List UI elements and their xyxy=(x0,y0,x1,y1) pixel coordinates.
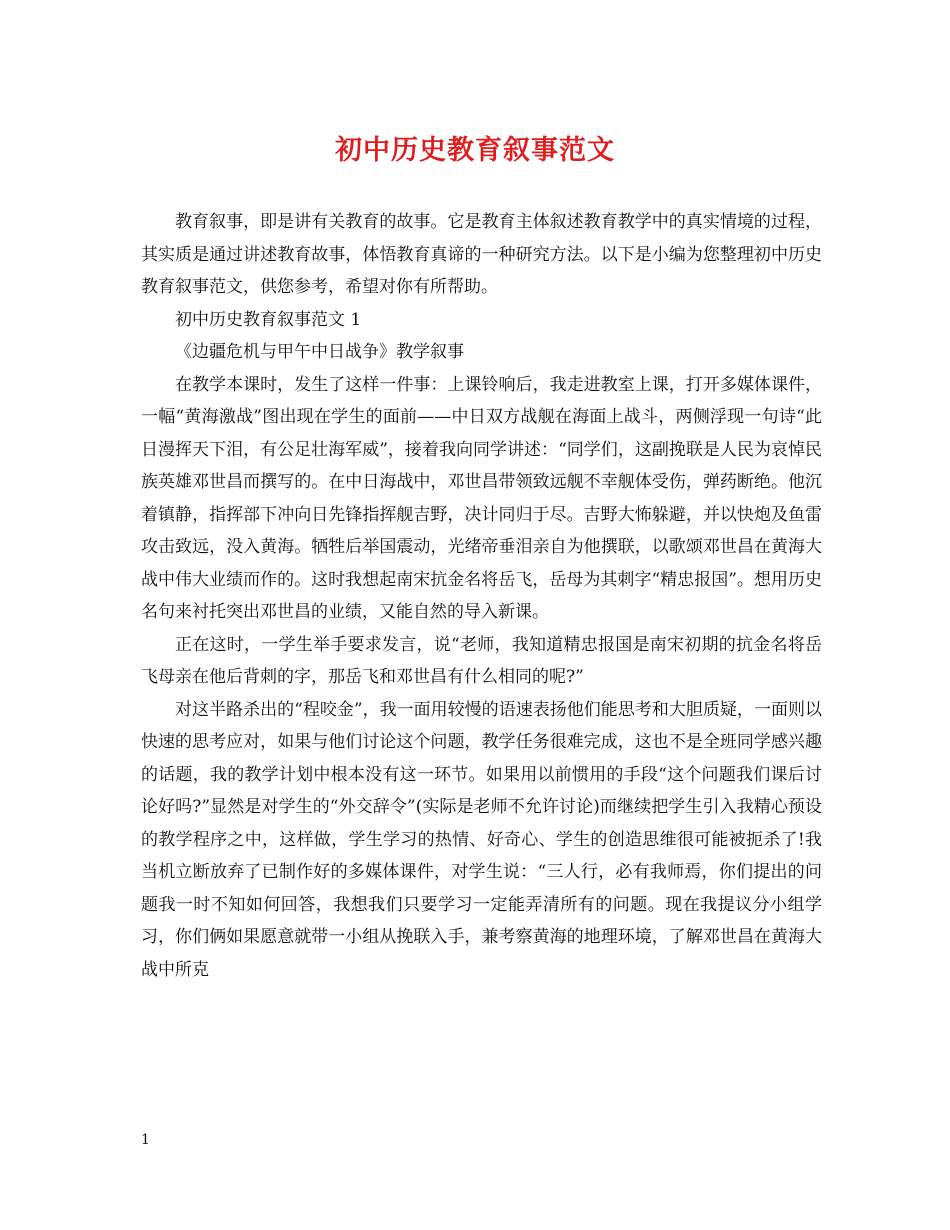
document-title: 初中历史教育叙事范文 xyxy=(335,135,615,166)
paragraph-lesson-title: 《边疆危机与甲午中日战争》教学叙事 xyxy=(175,342,464,362)
paragraph-teacher-response: 对这半路杀出的“程咬金”，我一面用较慢的语速表扬他们能思考和大胆质疑，一面则以快速的思考应对，如果与他们讨论这个问题，教学任务很难完成，这也不是全班同学感兴趣的话题，我的教学计划中根本没有这一环节。如果用以前惯用的手段“这个问题我们课后讨论好吗?”显然是对学生的“外交辞令”(实际是老师不允许讨论)而继续把学生引入我精心预设的教学程序之中，这样做，学生学习的热情、好奇心、学生的创造思维很可能被扼杀了!我当机立断放弃了已制作好的多媒体课件，对学生说：“三人行，必有我师焉，你们提出的问题我一时不知如何回答，我想我们只要学习一定能弄清所有的问题。现在我提议分小组学习，你们俩如果愿意就带一小组从挽联入手，兼考察黄海的地理环境，了解邓世昌在黄海大战中所克 xyxy=(141,699,822,980)
page-number: 1 xyxy=(141,1132,150,1148)
paragraph-story: 在教学本课时，发生了这样一件事：上课铃响后，我走进教室上课，打开多媒体课件，一幅“黄海激战”图出现在学生的面前——中日双方战舰在海面上战斗，两侧浮现一句诗“此日漫挥天下泪，有公足壮海军威”，接着我向同学讲述：“同学们，这副挽联是人民为哀悼民族英雄邓世昌而撰写的。在中日海战中，邓世昌带领致远舰不幸舰体受伤，弹药断绝。他沉着镇静，指挥部下冲向日先锋指挥舰吉野，决计同归于尽。吉野大怖躲避，并以快炮及鱼雷攻击致远，没入黄海。牺牲后举国震动，光绪帝垂泪亲自为他撰联，以歌颂邓世昌在黄海大战中伟大业绩而作的。这时我想起南宋抗金名将岳飞，岳母为其刺字“精忠报国”。想用历史名句来衬托突出邓世昌的业绩，又能自然的导入新课。 xyxy=(141,374,822,622)
paragraph-student-question: 正在这时，一学生举手要求发言，说“老师，我知道精忠报国是南宋初期的抗金名将岳飞母亲在他后背刺的字，那岳飞和邓世昌有什么相同的呢?” xyxy=(141,634,822,687)
paragraph-intro: 教育叙事，即是讲有关教育的故事。它是教育主体叙述教育教学中的真实情境的过程，其实质是通过讲述教育故事，体悟教育真谛的一种研究方法。以下是小编为您整理初中历史教育叙事范文，供您参考，希望对你有所帮助。 xyxy=(141,212,822,297)
paragraph-section-heading: 初中历史教育叙事范文 1 xyxy=(175,309,362,330)
document-body xyxy=(141,206,822,986)
